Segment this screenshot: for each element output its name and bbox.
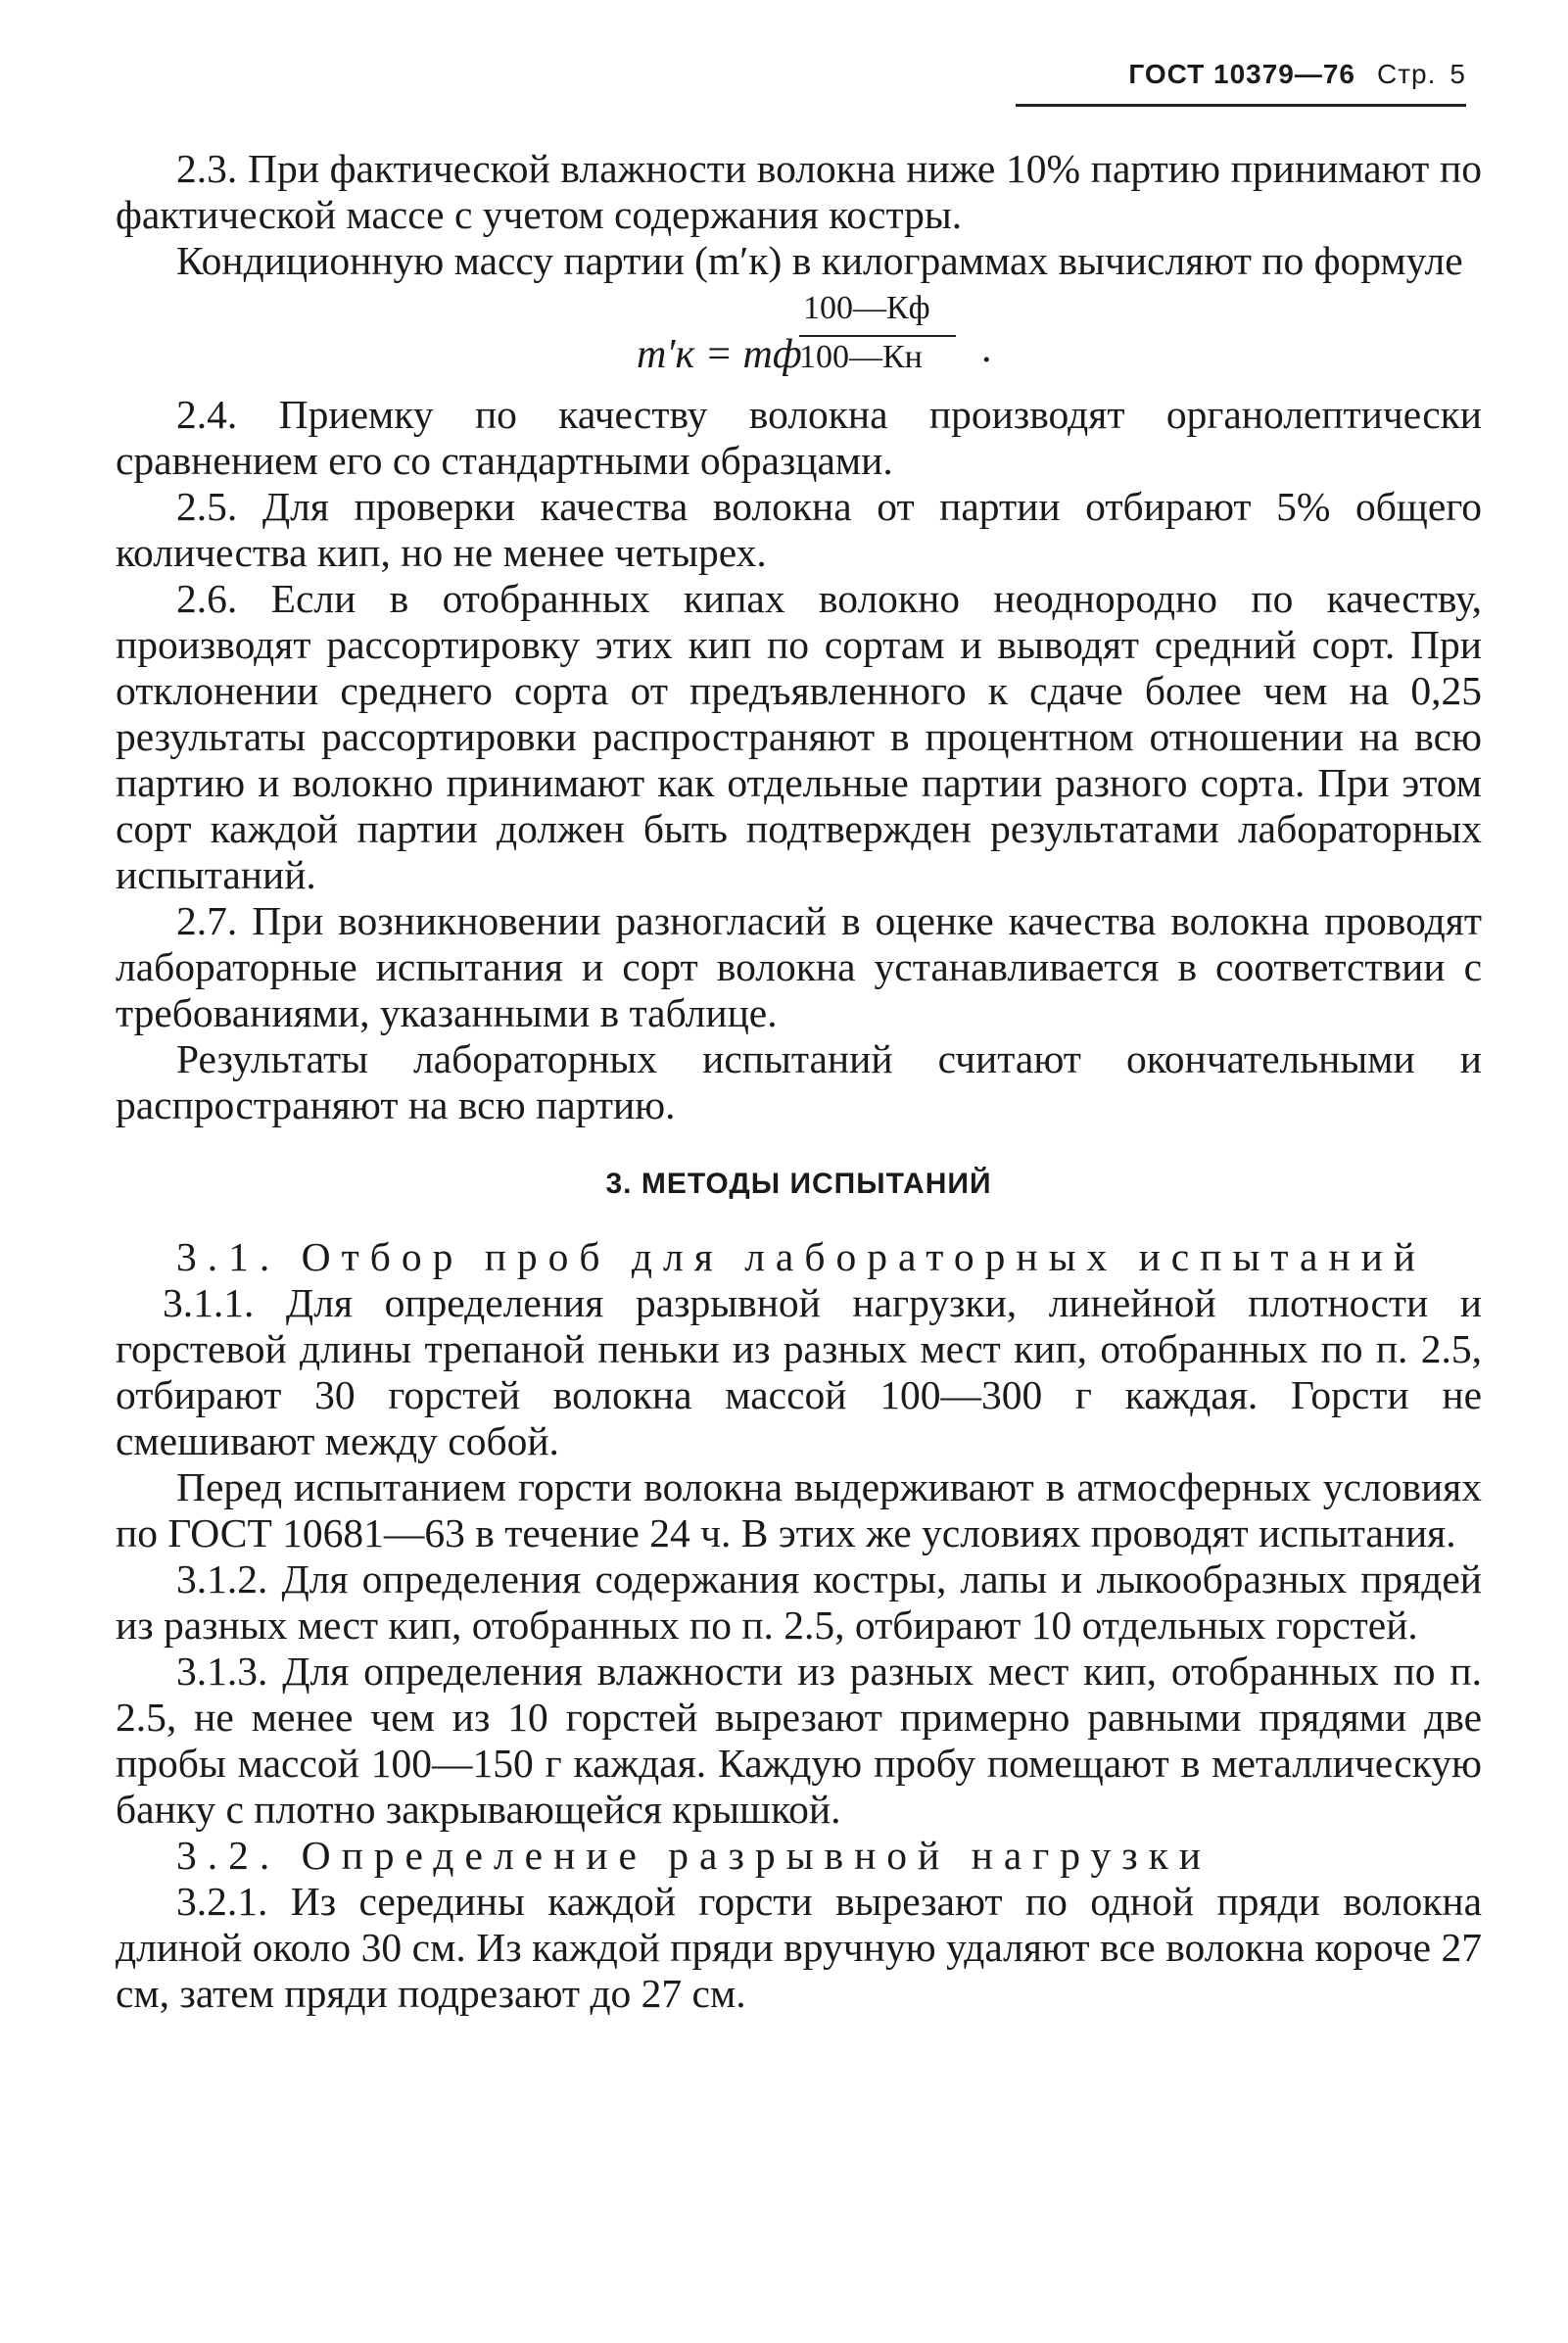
paragraph-3-1-3: 3.1.3. Для определения влажности из разных мест кип, отобранных по п. 2.5, не менее чем из 10 горстей вырезают примерно равными прядями две пробы массой 100—150 г каждая. Каждую пробу помещают в металлическую банку с плотно закрывающейся крышкой. bbox=[116, 1649, 1482, 1832]
subsection-3-1-title: 3.1. Отбор проб для лабораторных испытаний bbox=[176, 1234, 1427, 1279]
standard-number: ГОСТ 10379—76 bbox=[1128, 59, 1356, 89]
paragraph-3-1-1: 3.1.1. Для определения разрывной нагрузки, линейной плотности и горстевой длины трепаной пеньки из разных мест кип, отобранных по п. 2.5, отбирают 30 горстей волокна массой 100—300 г каждая. Горсти не смешивают между собой. bbox=[116, 1280, 1482, 1463]
paragraph-2-3-formula-intro: Кондиционную массу партии (m′к) в килограммах вычисляют по формуле bbox=[176, 238, 1463, 283]
paragraph-2-3: 2.3. При фактической влажности волокна ниже 10% партию принимают по фактической массе с учетом содержания костры. bbox=[116, 146, 1482, 237]
paragraph-3-1-1-conditions: Перед испытанием горсти волокна выдерживают в атмосферных условиях по ГОСТ 10681—63 в течение 24 ч. В этих же условиях проводят испытания. bbox=[116, 1464, 1482, 1555]
paragraph-2-5: 2.5. Для проверки качества волокна от партии отбирают 5% общего количества кип, но не менее четырех. bbox=[116, 484, 1482, 575]
paragraph-2-7-results: Результаты лабораторных испытаний считают окончательными и распространяют на всю партию. bbox=[116, 1036, 1482, 1127]
formula-terminator: . bbox=[981, 326, 992, 371]
page-header bbox=[1016, 59, 1466, 107]
page-number: 5 bbox=[1449, 59, 1466, 89]
subsection-3-2-title: 3.2. Определение разрывной нагрузки bbox=[176, 1833, 1212, 1878]
document-page bbox=[116, 59, 1482, 2017]
page-label: Стр. bbox=[1377, 59, 1437, 89]
formula-denominator: 100—Кн bbox=[799, 339, 923, 375]
paragraph-2-7: 2.7. При возникновении разногласий в оценке качества волокна проводят лабораторные испытания и сорт волокна устанавливается в соответствии с требованиями, указанными в таблице. bbox=[116, 898, 1482, 1035]
paragraph-3-2-1: 3.2.1. Из середины каждой горсти вырезают по одной пряди волокна длиной около 30 см. Из каждой пряди вручную удаляют все волокна короче 27 см, затем пряди подрезают до 27 см. bbox=[116, 1879, 1482, 2016]
formula-numerator: 100—Кф bbox=[803, 290, 930, 326]
paragraph-2-6: 2.6. Если в отобранных кипах волокно неоднородно по качеству, производят рассортировку этих кип по сортам и выводят средний сорт. При отклонении среднего сорта от предъявленного к сдаче более чем на 0,25 результаты рассортировки распространяют в процентном отношении на всю партию и волокно принимают как отдельные партии разного сорта. При этом сорт каждой партии должен быть подтвержден результатами лабораторных испытаний. bbox=[116, 576, 1482, 897]
paragraph-2-4: 2.4. Приемку по качеству волокна производят органолептически сравнением его со стандартными образцами. bbox=[116, 392, 1482, 483]
formula-lhs: m′к = mф bbox=[637, 332, 802, 377]
paragraph-3-1-2: 3.1.2. Для определения содержания костры, лапы и лыкообразных прядей из разных мест кип, отобранных по п. 2.5, отбирают 10 отдельных горстей. bbox=[116, 1556, 1482, 1648]
formula-fraction-bar bbox=[799, 335, 956, 337]
section-title: 3. МЕТОДЫ ИСПЫТАНИЙ bbox=[605, 1168, 992, 1200]
conditioned-mass-formula bbox=[116, 284, 1482, 392]
